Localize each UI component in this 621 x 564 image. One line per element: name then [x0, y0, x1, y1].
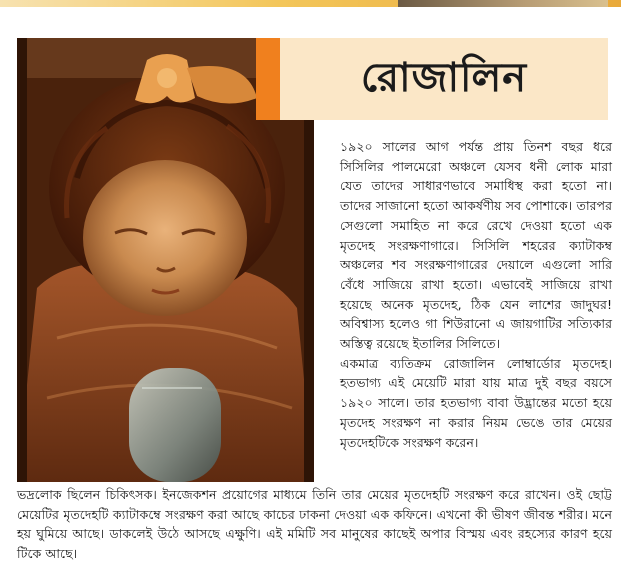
title-accent-bar [256, 38, 280, 120]
title-box [280, 38, 608, 120]
article-bottom-paragraph: ভদ্রলোক ছিলেন চিকিৎসক। ইনজেকশন প্রয়োগের মাধ্যমে তিনি তার মেয়ের মৃতদেহটি সংরক্ষণ করে রাখেন। ওই ছোট্ট মেয়েটির মৃতদেহটি ক্যাটাকম্বে সংরক্ষণ করা আছে কাচের ঢাকনা দেওয়া এক কফিনে। এখনো কী ভীষণ জীবন্ত শরীর। মনে হয় ঘুমিয়ে আছে। ডাকলেই উঠে আসছে এক্ষুণি। এই মমিটি সব মানুষের কাছেই অপার বিস্ময় এবং রহস্যের কারণ হয়ে টিকে আছে। [17, 487, 612, 562]
article-paragraph-1: ১৯২০ সালের আগ পর্যন্ত প্রায় তিনশ বছর ধরে সিসিলির পালমেরো অঞ্চলে যেসব ধনী লোক মারা যেত তাদের সাধারণভাবে সমাধিস্থ করা হতো না। তাদের সাজানো হতো আকর্ষণীয় সব পোশাকে। তারপর সেগুলো সমাহিত না করে রেখে দেওয়া হতো এক মৃতদেহ সংরক্ষণাগারে। সিসিলি শহরের ক্যাটাকম্ব অঞ্চলের শব সংরক্ষণাগারের দেয়ালে এগুলো সারি বেঁধে সাজিয়ে রাখা হতো। এভাবেই সাজিয়ে রাখা হয়েছে অনেক মৃতদেহ, ঠিক যেন লাশের জাদুঘর! অবিশ্বাস্য হলেও গা শিউরানো এ জায়গাটির সত্যিকার অস্তিত্ব রয়েছে ইতালির সিলিতে। [340, 139, 612, 352]
article-column [340, 137, 612, 452]
top-photo-strip [398, 0, 608, 7]
page-title: রোজালিন [360, 53, 528, 101]
article-paragraph-2: একমাত্র ব্যতিক্রম রোজালিন লোম্বার্ডোর মৃতদেহ। হতভাগ্য এই মেয়েটি মারা যায় মাত্র দুই বছর বয়সে ১৯২০ সালে। তার হতভাগ্য বাবা উদ্ভ্রান্তের মতো হয়ে মৃতদেহ সংরক্ষণ না করার নিয়ম ভেঙে তার মেয়ের মৃতদেহটিকে সংরক্ষণ করেন। [340, 355, 612, 450]
